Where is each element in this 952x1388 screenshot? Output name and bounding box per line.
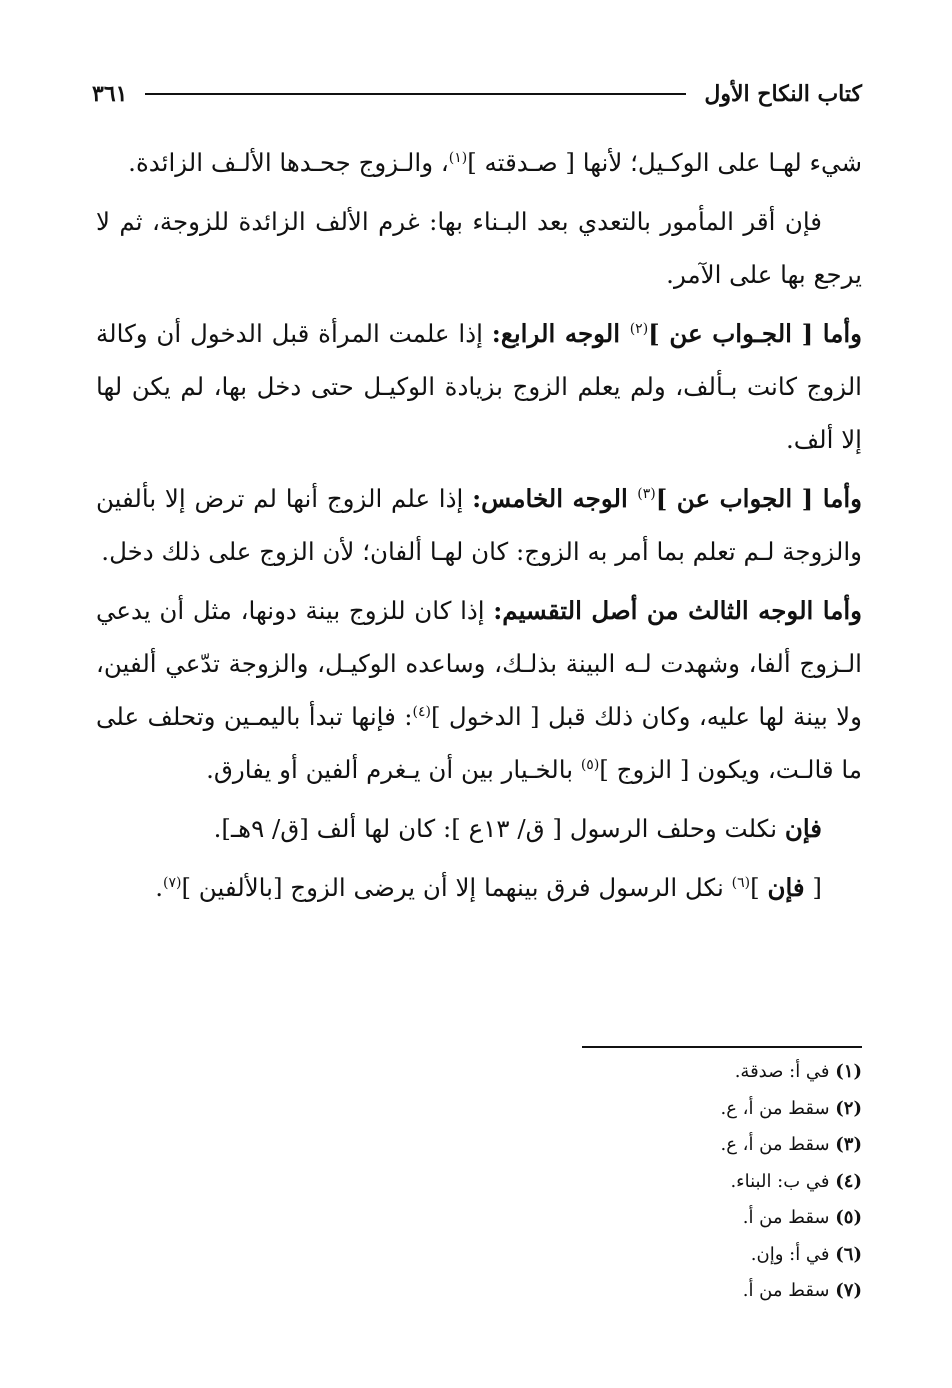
paragraph-4	[96, 472, 862, 578]
paragraph-6	[96, 802, 862, 855]
bold-heading: وأما الوجه الثالث من أصل التقسيم:	[493, 596, 862, 625]
bold-word: فإن	[784, 814, 822, 843]
footnote-item	[462, 1164, 862, 1201]
paragraph-1	[96, 136, 862, 189]
text-run: إذا كان للزوج بينة دونها، مثل أن يدعي الـزوج ألفا، وشهدت لـه البينة بذلـك، وساعده الوكيـل، والزوجة تدّعي ألفين، ولا بينة لها عليه، وكان ذلك قبل [ الدخول ]	[96, 596, 862, 731]
footnote-ref-1: (١)	[448, 149, 468, 166]
footnote-text: في أ: صدقة.	[734, 1061, 830, 1082]
footnote-number: (١)	[835, 1061, 862, 1082]
bold-heading: وأما [ الجـواب عن ]	[648, 319, 862, 348]
footnote-ref-5: (٥)	[580, 756, 600, 773]
paragraph-5	[96, 584, 862, 796]
footnotes	[462, 1054, 862, 1310]
footnote-number: (٢)	[835, 1097, 862, 1119]
footnote-text: سقط من أ، ع.	[720, 1134, 830, 1155]
text-run: : فإنها تبدأ باليمـين وتحلف على ما قالـت، ويكون [ الزوج ]	[96, 702, 862, 784]
footnote-ref-4: (٤)	[412, 703, 431, 720]
footnote-ref-3: (٣)	[637, 485, 656, 502]
text-run: نكلت وحلف الرسول [ ق/ ١٣ع ]: كان لها ألف [ق/ ٩هـ].	[213, 814, 785, 843]
footnote-item	[462, 1237, 862, 1274]
page-header	[92, 72, 862, 116]
footnote-item	[462, 1127, 862, 1164]
text-run: بالخـيار بين أن يـغرم ألفين أو يفارق.	[206, 755, 581, 784]
text-run: ، والـزوج جحـدها الألـف الزائدة.	[128, 148, 449, 177]
footnote-number: (٥)	[835, 1207, 862, 1228]
running-title: كتاب النكاح الأول	[704, 81, 862, 107]
text-run: شيء لهـا على الوكـيل؛ لأنها [ صـدقته ]	[467, 148, 862, 177]
text-run: [	[804, 873, 822, 902]
text-run: .	[155, 873, 163, 902]
text-run: إذا علمت المرأة قبل الدخول أن وكالة الزوج كانت بـألف، ولم يعلم الزوج بزيادة الوكيـل حتى دخل بها، لم يكن لها إلا ألف.	[96, 319, 862, 454]
paragraph-2: فإن أقر المأمور بالتعدي بعد البـناء بها: غرم الألف الزائدة للزوجة، ثم لا يرجع بها على الآمر.	[96, 207, 862, 289]
text-run: نكل الرسول فرق بينهما إلا أن يرضى الزوج [بالألفين ]	[181, 873, 732, 902]
bold-heading: وأما [ الجواب عن ]	[655, 484, 862, 513]
footnote-separator	[582, 1046, 862, 1048]
footnote-ref-2: (٢)	[629, 320, 649, 337]
footnote-number: (٧)	[835, 1280, 862, 1301]
footnote-number: (٣)	[835, 1134, 862, 1155]
footnote-item	[462, 1054, 862, 1091]
footnote-item	[462, 1091, 862, 1128]
footnote-item	[462, 1273, 862, 1310]
body-text	[96, 136, 862, 920]
footnote-number: (٤)	[835, 1170, 862, 1192]
paragraph-7	[96, 861, 862, 914]
bold-heading: الوجه الرابع:	[491, 319, 630, 348]
footnote-ref-6: (٦)	[731, 874, 751, 891]
bold-heading: الوجه الخامس:	[472, 484, 638, 513]
footnote-text: سقط من أ.	[742, 1280, 830, 1301]
bold-word: فإن	[767, 873, 805, 902]
header-rule	[145, 93, 686, 95]
text-run: ]	[750, 873, 768, 902]
footnote-number: (٦)	[835, 1243, 862, 1265]
footnote-ref-7: (٧)	[162, 874, 182, 891]
footnote-text: في أ: وإن.	[750, 1243, 830, 1265]
page-number: ٣٦١	[92, 81, 128, 107]
footnote-item	[462, 1200, 862, 1237]
text-run: إذا علم الزوج أنها لم ترض إلا بألفين والزوجة لـم تعلم بما أمر به الزوج: كان لهـا ألفان؛ لأن الزوج على ذلك دخل.	[96, 484, 862, 566]
footnote-text: سقط من أ، ع.	[720, 1097, 830, 1119]
footnote-text: سقط من أ.	[742, 1207, 830, 1228]
footnote-text: في ب: البناء.	[730, 1170, 830, 1192]
paragraph-3	[96, 307, 862, 466]
